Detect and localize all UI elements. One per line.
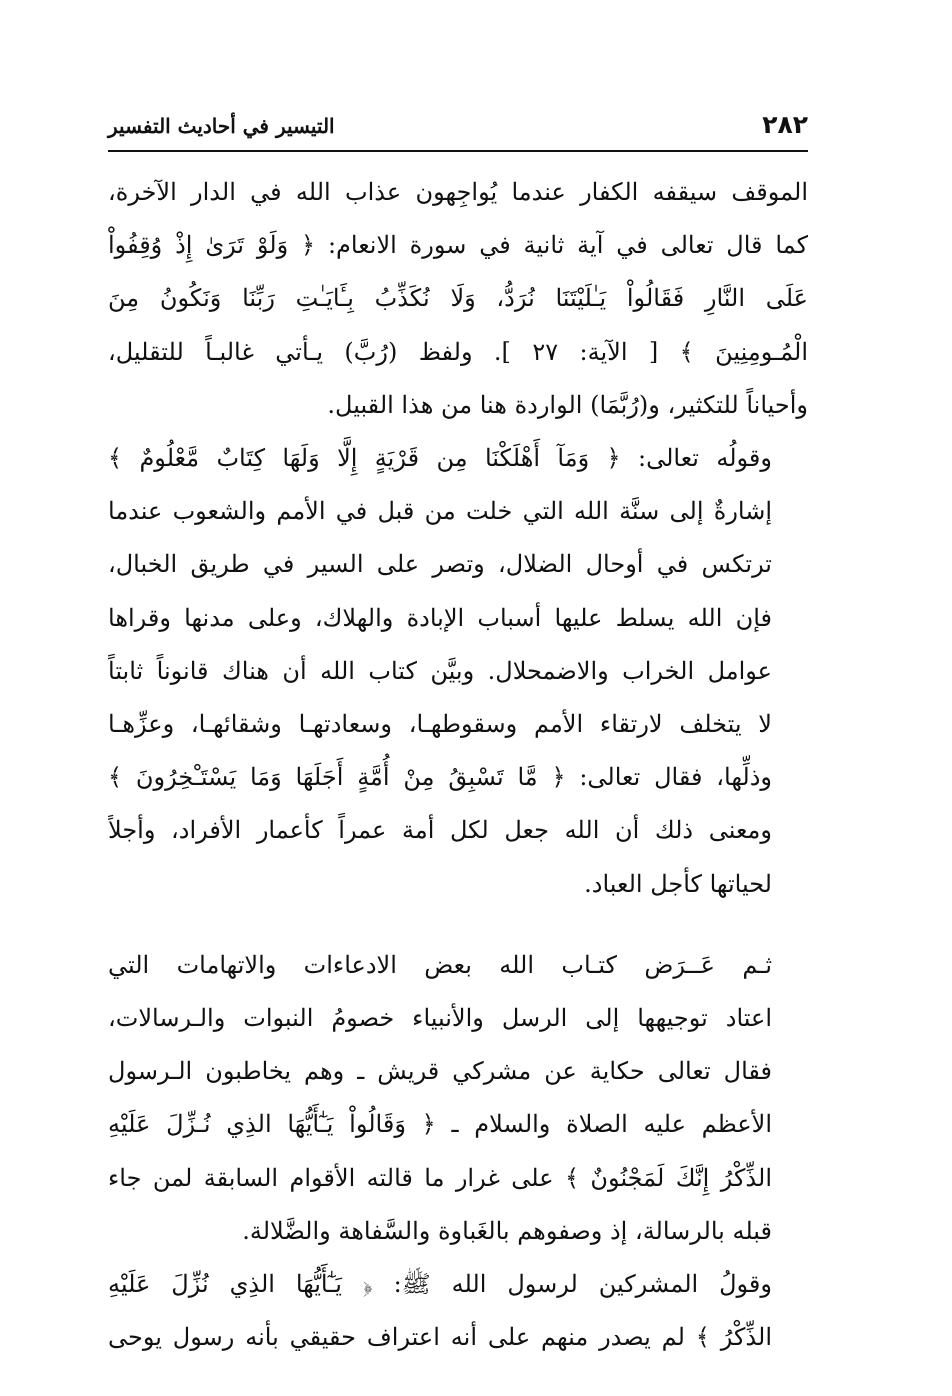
header-rule (108, 150, 808, 152)
text-line: لا يتخلف لارتقاء الأمم وسقوطهـا، وسعادتهـا وشقائهـا، وعزِّهـا (108, 710, 772, 739)
text-line: اعتاد توجيهها إلى الرسل والأنبياء خصومُ النبوات والـرسالات، (108, 1004, 772, 1033)
text-line: وقولُ المشركين لرسول الله ﷺ: ﴿ يَـٰٓأَيُّهَا الذِي نُزِّلَ عَلَيْهِ (108, 1270, 772, 1299)
text-line: ثـم عَــرَض كتـاب الله بعض الادعاءات والاتهامات التي (108, 950, 772, 979)
text-line: عَلَى النَّارِ فَقَالُواْ يَـٰلَيْتَنَا نُرَدُّ، وَلَا نُكَذِّبُ بِـَٔايَـٰتِ رَبِّنَا وَنَكُونُ مِنَ (108, 284, 808, 313)
text-line: وذلِّها، فقال تعالى: ﴿ مَّا تَسْبِقُ مِنْ أُمَّةٍ أَجَلَهَا وَمَا يَسْتَـْخِرُونَ ﴾ (108, 763, 773, 792)
page-number: ٢٨٢ (762, 110, 808, 139)
page-header (108, 108, 808, 148)
text-line: إشارةٌ إلى سنَّة الله التي خلت من قبل في الأمم والشعوب عندما (108, 497, 772, 526)
text-line: فقال تعالى حكاية عن مشركي قريش ـ وهم يخاطبون الـرسول (108, 1057, 772, 1086)
text-line: قبله بالرسالة، إذ وصفوهم بالغَباوة والسَّفاهة والضَّلالة. (242, 1216, 772, 1245)
text-line: الموقف سيقفه الكفار عندما يُواجِهون عذاب الله في الدار الآخرة، (108, 178, 808, 206)
text-line: ترتكس في أوحال الضلال، وتصر على السير في طريق الخبال، (108, 550, 772, 579)
paragraph (108, 1258, 808, 1364)
text-line: الْمُـومِنِينَ ﴾ [ الآية: ٢٧ ]. ولفظ (رُبَّ) يـأتي غالبـاً للتقليل، (108, 337, 808, 366)
text-line: الأعظم عليه الصلاة والسلام ـ ﴿ وَقَالُواْ يَـٰٓأَيُّهَا الذِي نُـزِّلَ عَلَيْهِ (108, 1110, 772, 1139)
paragraph (108, 432, 808, 911)
running-title: التيسير في أحاديث التفسير (108, 114, 335, 138)
text-line: ومعنى ذلك أن الله جعل لكل أمة عمراً كأعمار الأفراد، وأجلاً (108, 816, 772, 845)
text-line: الذِّكْرُ إِنَّكَ لَمَجْنُونٌ ﴾ على غرار ما قالته الأقوام السابقة لمن جاء (108, 1163, 772, 1192)
text-line: كما قال تعالى في آية ثانية في سورة الانعام: ﴿ وَلَوْ تَرَىٰ إِذْ وُقِفُواْ (108, 231, 808, 260)
text-line: الذِّكْرُ ﴾ لم يصدر منهم على أنه اعتراف حقيقي بأنه رسول يوحى (108, 1323, 772, 1352)
text-line: عوامل الخراب والاضمحلال. وبيَّن كتاب الله أن هناك قانوناً ثابتاً (108, 656, 772, 685)
text-line: فإن الله يسلط عليها أسباب الإبادة والهلاك، وعلى مدنها وقراها (108, 603, 772, 632)
text-line: وأحياناً للتكثير، و(رُبَّمَا) الواردة هنا من هذا القبيل. (327, 390, 808, 419)
text-line: وقولُه تعالى: ﴿ وَمَآ أَهْلَكْنَا مِن قَرْيَةٍ إِلَّا وَلَهَا كِتَابٌ مَّعْلُومٌ ﴾ (108, 444, 772, 473)
paragraph (108, 166, 808, 432)
body-text (108, 166, 808, 1364)
paragraph (108, 939, 808, 1258)
text-line: لحياتها كأجل العباد. (584, 869, 772, 898)
